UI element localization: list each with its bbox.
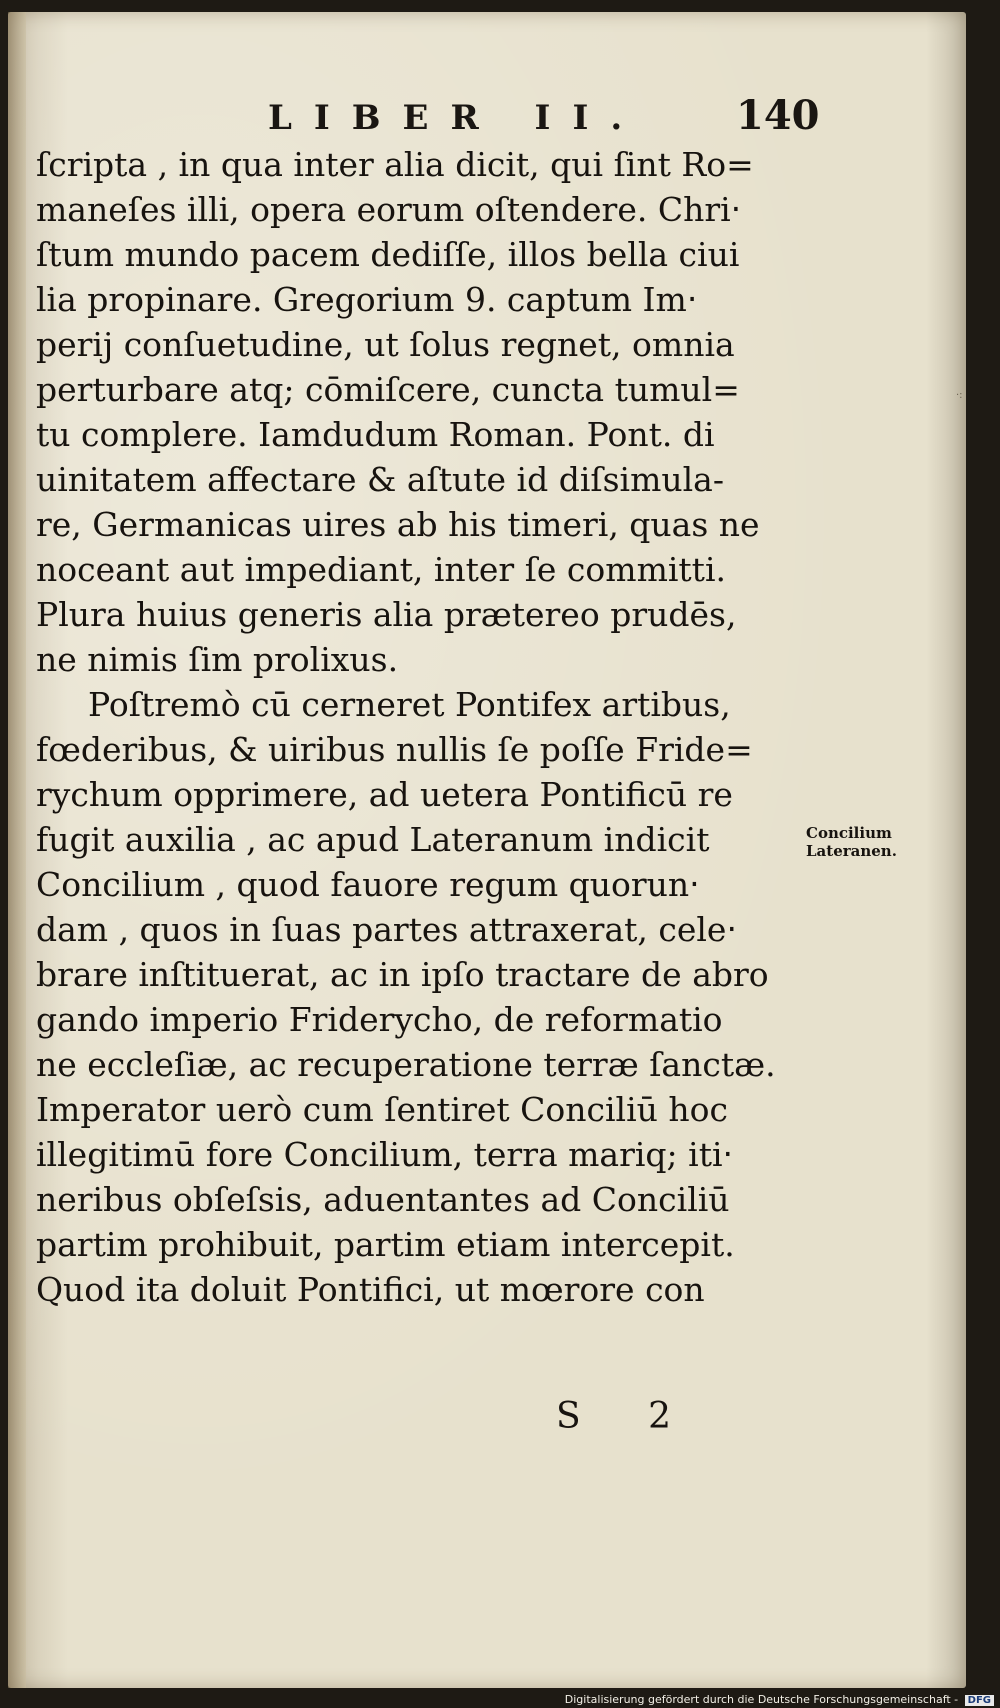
paper-speck: ·:	[956, 390, 963, 401]
page-gutter	[8, 12, 26, 1688]
text-line: Concilium , quod fauore regum quorun‧	[36, 865, 700, 904]
text-line: rychum opprimere, ad uetera Pontificū re	[36, 775, 733, 814]
text-line: tu complere. Iamdudum Roman. Pont. di	[36, 415, 715, 454]
text-line: partim prohibuit, partim etiam intercepit.	[36, 1225, 735, 1264]
text-line: Quod ita doluit Pontifici, ut mœrore con	[36, 1270, 705, 1309]
text-line: fœderibus, & uiribus nullis ſe poſſe Fride=	[36, 730, 753, 769]
text-line: ne eccleſiæ, ac recuperatione terræ ſanctæ.	[36, 1045, 776, 1084]
text-line: ne nimis ſim prolixus.	[36, 640, 399, 679]
text-line: brare inſtituerat, ac in ipſo tractare de abro	[36, 955, 769, 994]
marginal-note	[806, 824, 936, 860]
text-line: fugit auxilia , ac apud Lateranum indicit	[36, 820, 710, 859]
text-line: perturbare atq; cōmiſcere, cuncta tumul=	[36, 370, 740, 409]
running-head	[8, 92, 966, 142]
text-line: lia propinare. Gregorium 9. captum Im‧	[36, 280, 698, 319]
text-line: Imperator uerò cum ſentiret Conciliū hoc	[36, 1090, 728, 1129]
text-line: maneſes illi, opera eorum oſtendere. Chri‧	[36, 190, 742, 229]
signature-mark: S 2	[556, 1396, 700, 1437]
text-line: illegitimū fore Concilium, terra mariq; iti‧	[36, 1135, 734, 1174]
text-line: perij conſuetudine, ut ſolus regnet, omnia	[36, 325, 735, 364]
credit-text: Digitalisierung gefördert durch die Deutsche Forschungsgemeinschaft -	[564, 1693, 959, 1706]
text-line: re, Germanicas uires ab his timeri, quas ne	[36, 505, 760, 544]
digitization-credit	[565, 1693, 994, 1706]
text-line: Plura huius generis alia prætereo prudēs,	[36, 595, 737, 634]
body-text	[36, 142, 796, 1312]
text-line: noceant aut impediant, inter ſe committi.	[36, 550, 726, 589]
text-line: ſtum mundo pacem dediſſe, illos bella ciui	[36, 235, 740, 274]
text-line: neribus obſeſsis, aduentantes ad Conciliū	[36, 1180, 730, 1219]
text-line: gando imperio Friderycho, de reformatio	[36, 1000, 723, 1039]
book-page	[8, 12, 966, 1688]
dfg-logo: DFG	[965, 1695, 994, 1706]
paragraph-start-line: Poſtremò cū cerneret Pontifex artibus,	[88, 685, 731, 724]
marginal-note-line: Lateranen.	[806, 842, 897, 860]
marginal-note-line: Concilium	[806, 824, 892, 842]
text-line: dam , quos in ſuas partes attraxerat, cele‧	[36, 910, 737, 949]
running-head-title: LIBER II.	[268, 98, 645, 138]
text-line: ſcripta , in qua inter alia dicit, qui ſint Ro=	[36, 145, 754, 184]
text-line: uinitatem affectare & aſtute id diſsimula-	[36, 460, 725, 499]
page-number: 140	[736, 92, 820, 139]
